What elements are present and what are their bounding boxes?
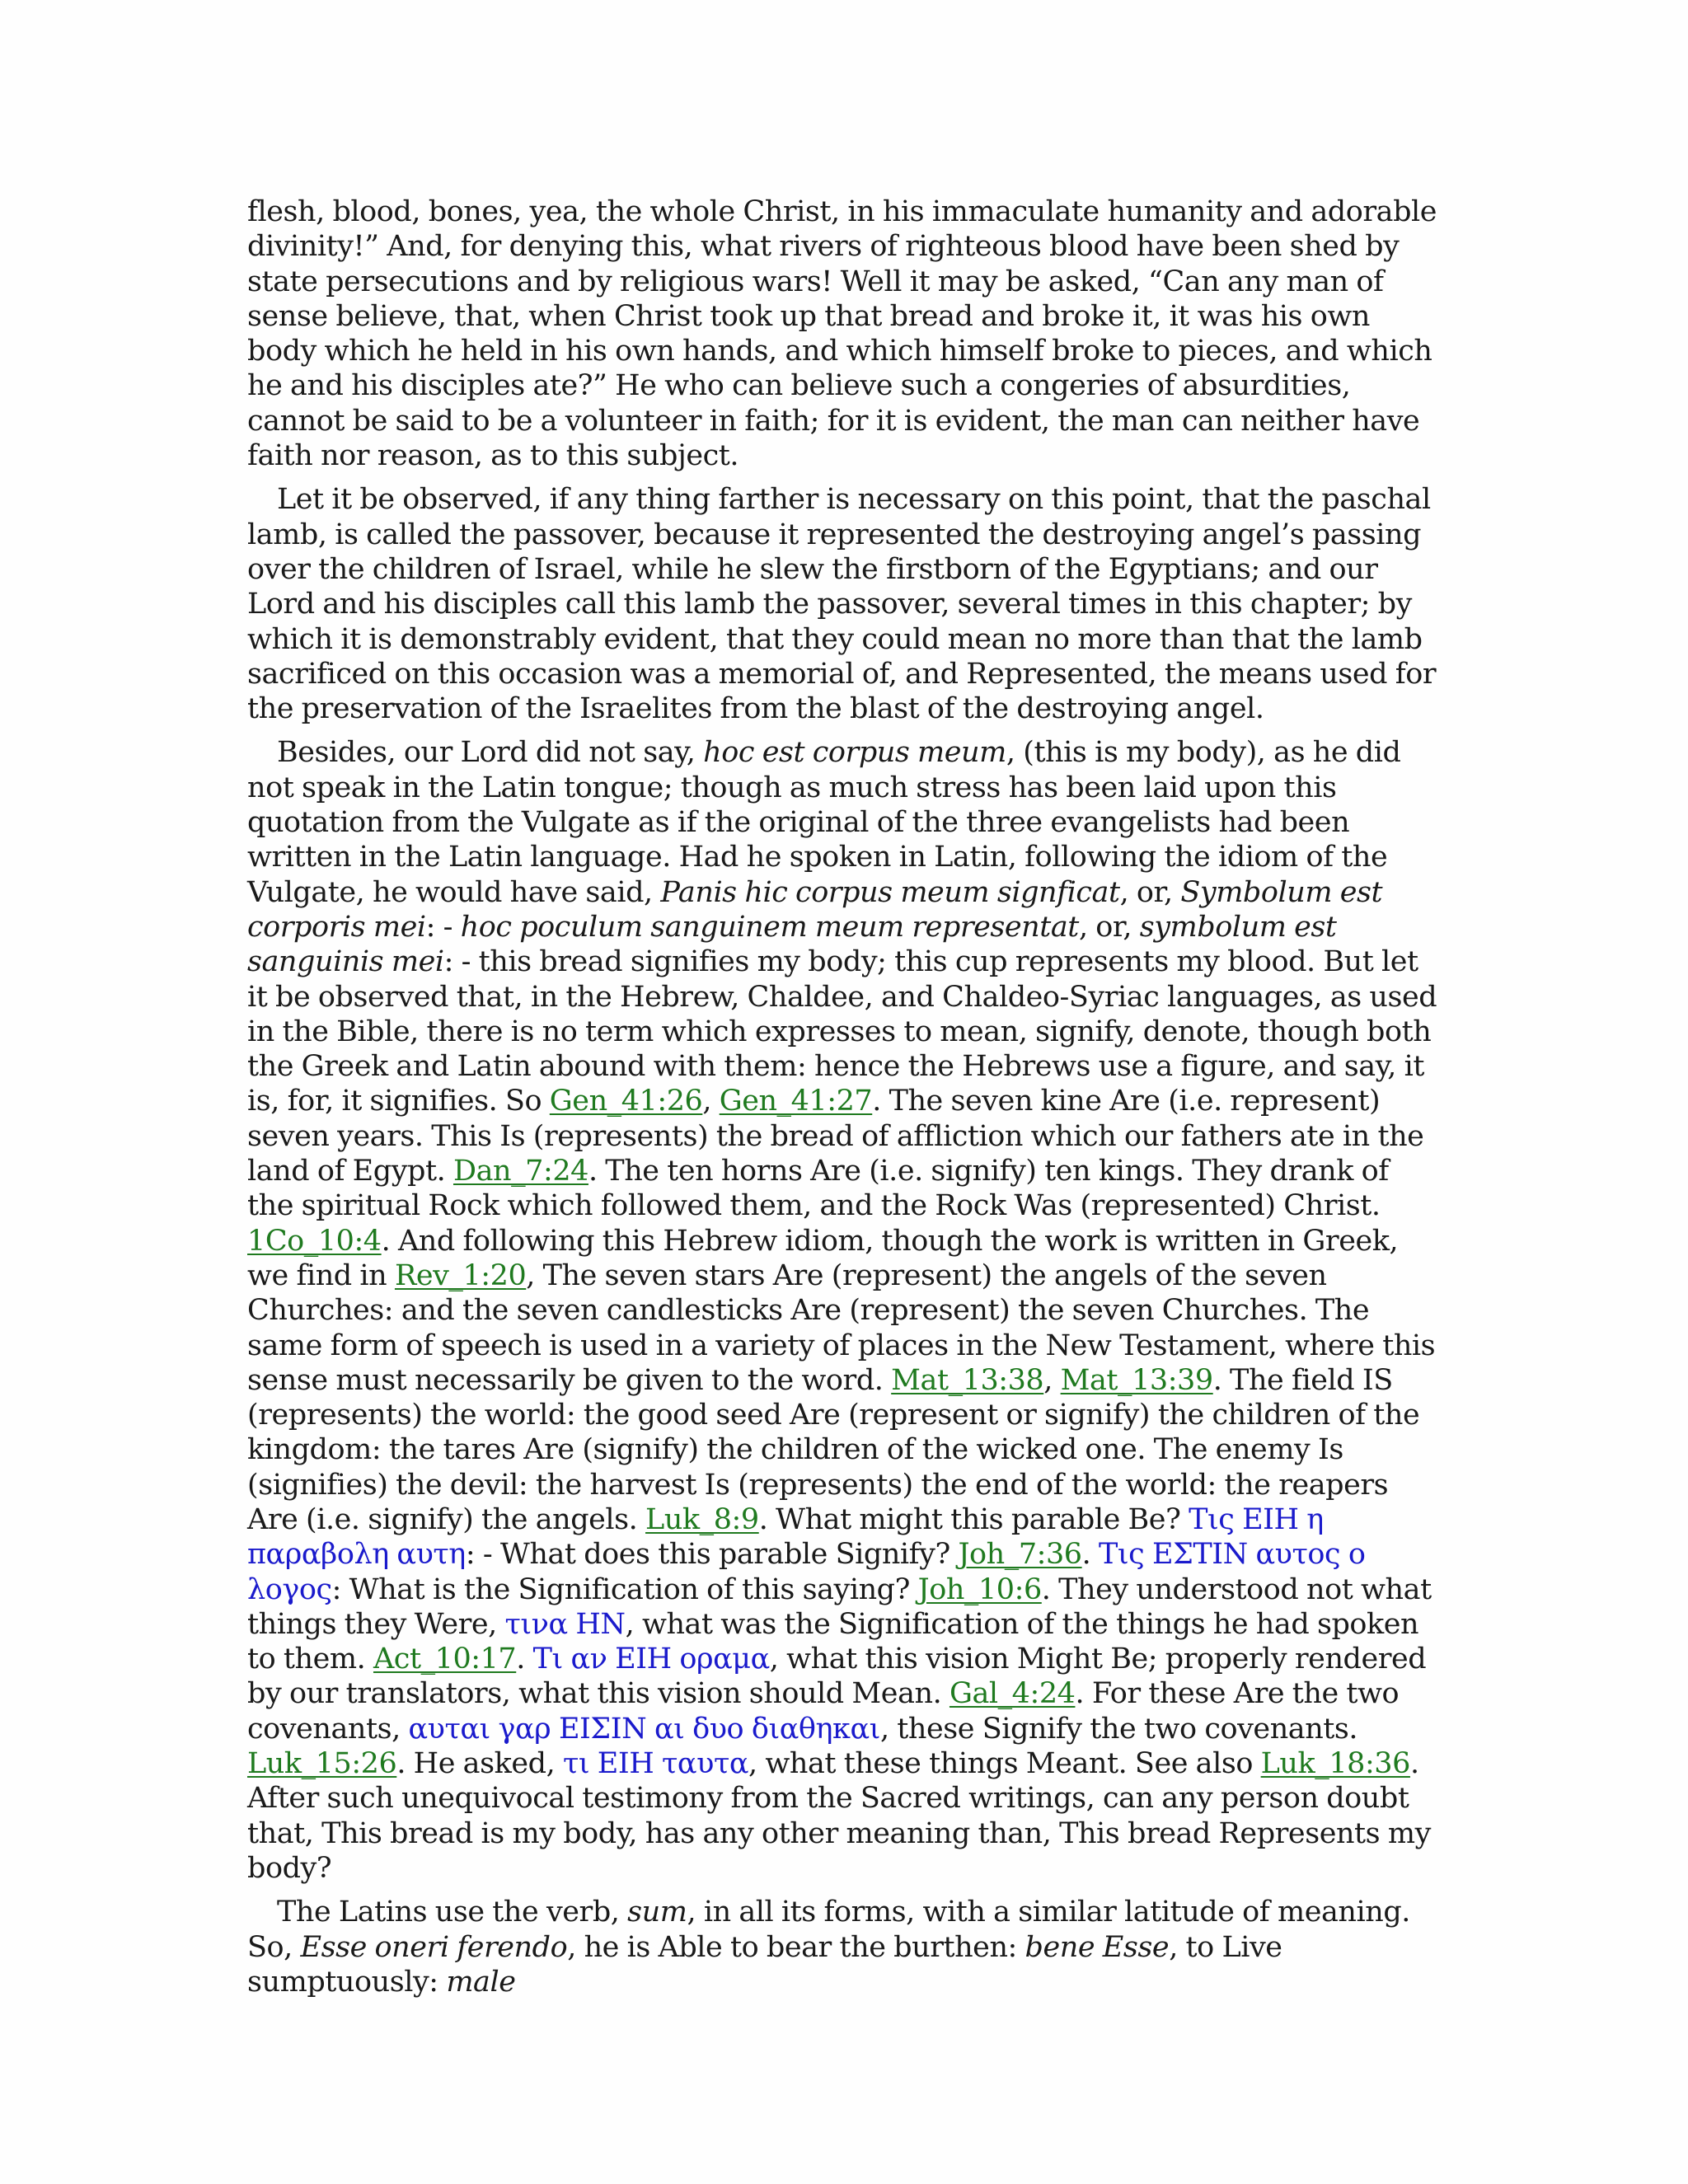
greek-quotation: Τι αν ΕΙΗ οραμα — [532, 1643, 770, 1676]
body-text: , or, — [1078, 910, 1140, 944]
body-text: : - What does this parable Signify? — [465, 1538, 959, 1572]
body-text: . — [1081, 1538, 1099, 1572]
body-text: , to Live sumptuously: — [247, 1930, 1282, 1999]
body-text: . He asked, — [396, 1747, 563, 1781]
latin-phrase: male — [446, 1965, 516, 1999]
body-text: . — [516, 1643, 533, 1676]
body-text: Let it be observed, if any thing farther is necessary on this point, that the paschal lamb, is called the passover, because it represented the destroying angel’s passing over the children of Israel, while he slew the firstborn of the Egyptians; and our Lord and his disciples call this lamb the passover, several times in this chapter; by which it is demonstrably evident, that they could mean no more than that the lamb sacrificed on this occasion was a memorial of, and Represented, the means used for the preservation of the Israelites from the blast of the destroying angel. — [247, 483, 1437, 726]
scripture-reference-link[interactable]: Joh_10:6 — [917, 1572, 1042, 1606]
body-text: . And following this Hebrew idiom, though the work is written in Greek, we find in — [247, 1224, 1399, 1292]
scripture-reference-link[interactable]: Mat_13:39 — [1060, 1363, 1213, 1397]
latin-phrase: hoc poculum sanguinem meum representat — [460, 910, 1079, 944]
scripture-reference-link[interactable]: Gen_41:27 — [719, 1085, 873, 1118]
latin-phrase: symbolum est sanguinis mei — [247, 910, 1337, 979]
greek-quotation: τι ΕΙΗ ταυτα — [562, 1747, 749, 1781]
greek-quotation: Τις ΕΣΤΙΝ αυτος ο λογος — [247, 1538, 1366, 1606]
body-text: , in all its forms, with a similar latitude of meaning. So, — [247, 1896, 1410, 1964]
body-text: the angels. — [481, 1502, 646, 1536]
body-text: , he is Able to bear the burthen: — [567, 1930, 1025, 1964]
scripture-reference-link[interactable]: Gal_4:24 — [949, 1677, 1076, 1711]
scripture-reference-link[interactable]: Luk_8:9 — [645, 1502, 759, 1536]
latin-phrase: Symbolum est corporis mei — [247, 875, 1383, 944]
scripture-reference-link[interactable]: Luk_18:36 — [1260, 1747, 1410, 1781]
body-text: : - — [425, 910, 461, 944]
scripture-reference-link[interactable]: Joh_7:36 — [958, 1538, 1082, 1572]
document-page — [247, 194, 1441, 2008]
body-text: . What might this parable Be? — [758, 1502, 1189, 1536]
scripture-reference-link[interactable]: Act_10:17 — [373, 1643, 517, 1676]
greek-quotation: τινα ΗΝ — [504, 1607, 626, 1641]
body-text: , — [702, 1085, 720, 1118]
scripture-reference-link[interactable]: Mat_13:38 — [891, 1363, 1044, 1397]
body-text: Besides, our Lord did not say, — [277, 736, 704, 770]
scripture-reference-link[interactable]: Dan_7:24 — [452, 1155, 588, 1188]
latin-phrase: bene Esse — [1025, 1930, 1170, 1964]
body-text: , — [1043, 1363, 1061, 1397]
body-text: . After such unequivocal testimony from the Sacred writings, can any person doubt that, This bread is my body, has any other meaning than, This bread Represents my body? — [247, 1747, 1431, 1885]
latin-phrase: hoc est corpus meum — [703, 736, 1006, 770]
greek-quotation: Τις ΕΙΗ η παραβολη αυτη — [247, 1502, 1324, 1572]
scripture-reference-link[interactable]: Luk_15:26 — [247, 1747, 397, 1781]
latin-phrase: sum — [627, 1896, 687, 1929]
greek-quotation: αυται γαρ ΕΙΣΙΝ αι δυο διαθηκαι — [408, 1712, 880, 1746]
paragraph — [247, 1895, 1441, 1999]
body-text: , or, — [1119, 875, 1181, 909]
latin-phrase: Esse oneri ferendo — [300, 1930, 568, 1964]
body-text: . The ten horns Are (i.e. signify) ten kings. They drank of the spiritual Rock which followed them, and the Rock Was (represented) Christ. — [247, 1155, 1389, 1223]
body-text: . The seven kine Are (i.e. represent) seven years. This Is (represents) the bread of affliction which our fathers ate in the land of Egypt. — [247, 1085, 1424, 1188]
scripture-reference-link[interactable]: 1Co_10:4 — [247, 1224, 382, 1258]
body-text: , (this is my body), as he did not speak in the Latin tongue; though as much stress has been laid upon this quotation from the Vulgate as if the original of the three evangelists had been written in the Latin language. Had he spoken in Latin, following the idiom of the Vulgate, he would have said, — [247, 736, 1401, 909]
body-text: : - this bread signifies my body; this cup represents my blood. But let it be observed that, in the Hebrew, Chaldee, and Chaldeo-Syriac languages, as used in the Bible, there is no term which expresses to mean, signify, denote, though both the Greek and Latin abound with them: hence the Hebrews use a figure, and say, it is, for, it signifies. So — [247, 945, 1437, 1118]
body-text: , what this vision Might Be; properly rendered by our translators, what this vision should Mean. — [247, 1643, 1427, 1711]
paragraph — [247, 194, 1441, 473]
body-text: . The field IS (represents) the world: the good seed Are (represent or signify) the children of the kingdom: the tares Are (signify) the children of the wicked one. The enemy Is (signifies) the devil: the harvest Is (represents) the end of the world: the reapers Are (i.e. signify) — [247, 1363, 1420, 1536]
paragraph — [247, 482, 1441, 726]
latin-phrase: Panis hic corpus meum signficat — [660, 875, 1120, 909]
paragraph — [247, 735, 1441, 1886]
body-text: . They understood not what things they Were, — [247, 1572, 1432, 1641]
body-text: , The seven stars Are (represent) the angels of the seven Churches: and the seven candlesticks Are (represent) the seven Churches. The same form of speech is used in a variety of places in the New Testament, where this sense must necessarily be given to the word. — [247, 1258, 1436, 1397]
body-text: , what these things Meant. See also — [748, 1747, 1261, 1781]
body-text: The Latins use the verb, — [277, 1896, 628, 1929]
body-text: . For these Are the two covenants, — [247, 1677, 1400, 1746]
scripture-reference-link[interactable]: Rev_1:20 — [394, 1258, 527, 1292]
scripture-reference-link[interactable]: Gen_41:26 — [549, 1085, 703, 1118]
body-text: : What is the Signification of this saying? — [331, 1572, 918, 1606]
body-text: , what was the Signification of the things he had spoken to them. — [247, 1607, 1419, 1676]
body-text: flesh, blood, bones, yea, the whole Christ, in his immaculate humanity and adorable divinity!” And, for denying this, what rivers of righteous blood have been shed by state persecutions and by religious wars! Well it may be asked, “Can any man of sense believe, that, when Christ took up that bread and broke it, it was his own body which he held in his own hands, and which himself broke to pieces, and which he and his disciples ate?” He who can believe such a congeries of absurdities, cannot be said to be a volunteer in faith; for it is evident, the man can neither have faith nor reason, as to this subject. — [247, 195, 1437, 473]
body-text: , these Signify the two covenants. — [879, 1712, 1358, 1746]
